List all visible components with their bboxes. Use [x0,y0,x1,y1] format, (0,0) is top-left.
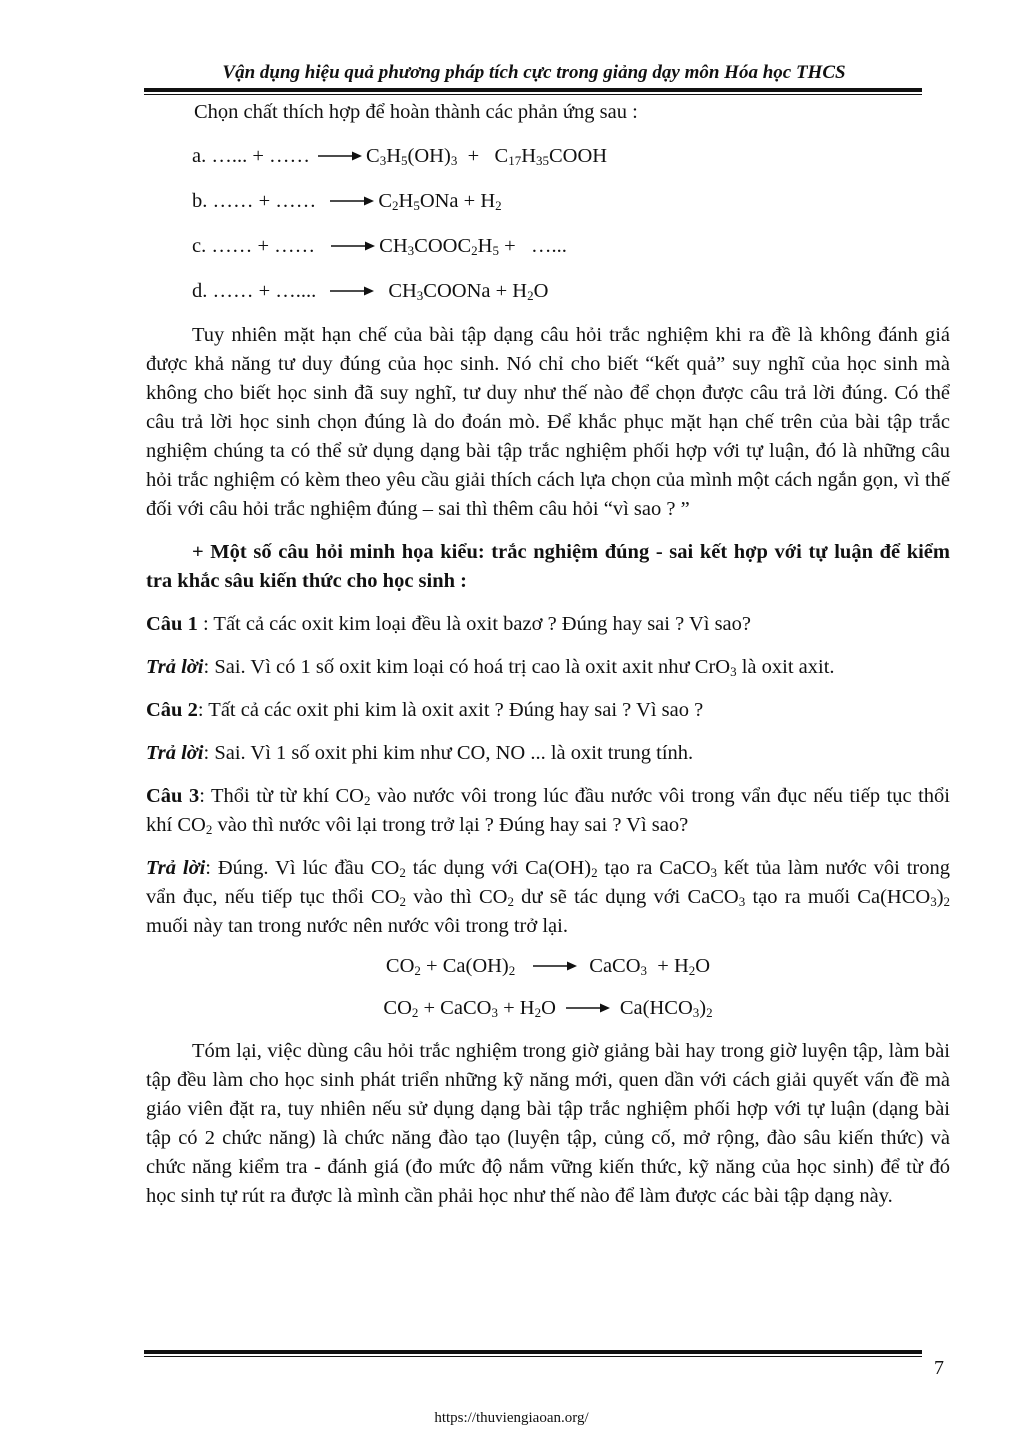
answer-3-label: Trả lời [146,857,206,879]
question-1 [146,610,950,639]
answer-3-part: tạo ra CaCO [597,857,711,879]
answer-3-part: ) [936,886,944,908]
reaction-arrow-icon [533,960,577,972]
question-3-label: Câu 3 [146,785,200,807]
equation-1-rhs: CaCO$_3$ + $H_2O$ [589,954,711,978]
page-header-title: Vận dụng hiệu quả phương pháp tích cực trong giảng dạy môn Hóa học THCS [222,62,846,83]
equation-1-lhs: $CO_2 + Ca(OH)_2$ [385,954,516,978]
reaction-b-reactants: b. …… + …… [192,189,317,212]
answer-3-part: kết tủa làm nước vôi trong vẩn đục, nếu tiếp tục thổi CO [146,857,950,908]
reaction-arrow-icon [330,195,374,207]
answer-1-text: : Sai. Vì có 1 số oxit kim loại có hoá trị cao là oxit axit như CrO [203,656,731,678]
reaction-d-reactants: d. …… + ….... [192,279,317,302]
equation-2-rhs: $Ca(HCO_3)_2$ [619,996,713,1020]
reaction-d [192,276,950,306]
reaction-a [192,141,950,171]
question-2-text: : Tất cả các oxit phi kim là oxit axit ? Đúng hay sai ? Vì sao ? [197,699,704,721]
answer-3: Trả lời: Đúng. Vì lúc đầu $CO_2$ tác dụng với $Ca(OH)_2$ tạo ra CaCO$_3$ kết tủa làm nước vôi trong vẩn đục, nếu tiếp tục thổi $CO_2$ vào thì $CO_2$ dư sẽ tác dụng với CaCO$_3$ tạo ra muối $Ca(HCO_3)_2$ muối này tan trong nước nên nước vôi trong trở lại. [146,857,951,937]
question-1-label: Câu 1 [146,613,198,635]
reaction-arrow-icon [318,150,362,162]
footer-rule-thin [144,1356,922,1357]
reaction-a-products: $C_3H_5(OH)_3$ + $C_{17}H_{35}COOH$ [366,144,608,168]
page-content [146,98,950,1211]
reaction-arrow-icon [566,1002,610,1014]
reaction-arrow-icon [330,285,374,297]
page-number: 7 [934,1357,944,1379]
exercise-intro: Chọn chất thích hợp để hoàn thành các phản ứng sau : [194,101,638,123]
section-heading: + Một số câu hỏi minh họa kiểu: trắc nghiệm đúng - sai kết hợp với tự luận để kiểm tra khắc sâu kiến thức cho học sinh : [146,541,950,592]
question-2 [146,696,950,725]
answer-3-part: muối này tan trong nước nên nước vôi trong trở lại. [146,915,568,937]
question-3-text-c: vào thì nước vôi lại trong trở lại ? Đúng hay sai ? Vì sao? [212,814,689,836]
equation-2-lhs: $CO_2$ + CaCO$_3$ + $H_2O$ [383,996,556,1020]
answer-3-part: tác dụng với Ca(OH) [405,857,592,879]
reaction-arrow-icon [331,240,375,252]
footer-rule-thick [144,1350,922,1354]
header-rule-thin [144,94,922,95]
answer-2-label: Trả lời [146,742,204,764]
answer-1-end: là oxit axit. [736,656,835,678]
question-3: Câu 3: Thổi từ từ khí $CO_2$ vào nước vôi trong lúc đầu nước vôi trong vẩn đục nếu tiếp tục thổi khí $CO_2$ vào thì nước vôi lại trong trở lại ? Đúng hay sai ? Vì sao? [146,785,950,837]
equation-2 [146,993,950,1023]
question-3-text-b: vào nước vôi trong lúc đầu nước vôi trong vẩn đục nếu tiếp tục thổi khí CO [146,785,950,836]
paragraph-limitations: Tuy nhiên mặt hạn chế của bài tập dạng câu hỏi trắc nghiệm khi ra đề là không đánh giá được khả năng tư duy đúng của học sinh. Nó chỉ cho biết “kết quả” suy nghĩ của học sinh mà không cho biết học sinh đã suy nghĩ, tư duy như thế nào để chọn được câu trả lời đúng. Có thể câu trả lời học sinh chọn đúng là do đoán mò. Để khắc phục mặt hạn chế trên của bài tập trắc nghiệm chúng ta có thể sử dụng dạng bài tập trắc nghiệm phối hợp với tự luận, đó là những câu hỏi trắc nghiệm có kèm theo yêu cầu giải thích cách lựa chọn của mình một cách ngắn gọn, vì thế đối với câu hỏi trắc nghiệm đúng – sai thì thêm câu hỏi “vì sao ? ” [146,324,950,520]
answer-1-label: Trả lời [146,656,204,678]
reaction-c-reactants: c. …… + …… [192,234,316,257]
question-2-label: Câu 2 [146,699,198,721]
footer-url: https://thuviengiaoan.org/ [434,1410,589,1426]
answer-3-part: tạo ra muối Ca(HCO [745,886,931,908]
answer-1: Trả lời: Sai. Vì có 1 số oxit kim loại có hoá trị cao là oxit axit như CrO$_3$ là oxit axit. [146,656,835,679]
question-1-text: : Tất cả các oxit kim loại đều là oxit bazơ ? Đúng hay sai ? Vì sao? [197,613,752,635]
reaction-c [192,231,950,261]
reaction-b [192,186,950,216]
paragraph-summary: Tóm lại, việc dùng câu hỏi trắc nghiệm trong giờ giảng bài hay trong giờ luyện tập, làm bài tập đều làm cho học sinh phát triển những kỹ năng mới, quen dần với cách giải quyết vấn đề mà giáo viên đặt ra, tuy nhiên nếu sử dụng dạng bài tập trắc nghiệm phối hợp với tự luận (dạng bài tập có 2 chức năng) là chức năng đào tạo (luyện tập, củng cố, mở rộng, đào sâu kiến thức) và chức năng kiểm tra - đánh giá (đo mức độ nắm vững kiến thức, kỹ năng của học sinh) để từ đó học sinh tự rút ra được là mình cần phải học như thế nào để làm được các bài tập dạng này. [146,1040,950,1207]
answer-2-text: : Sai. Vì 1 số oxit phi kim như CO, NO ... là oxit trung tính. [203,742,694,764]
answer-3-part: : Đúng. Vì lúc đầu CO [205,857,400,879]
reaction-a-reactants: a. …... + …… [192,144,311,167]
header-rule-thick [144,88,922,92]
equation-1 [146,951,950,981]
reaction-b-products: $C_2H_5ONa + H_2$ [378,189,502,213]
reaction-d-products: $CH_3COONa + H_2O$ [388,279,549,303]
question-3-text-a: : Thổi từ từ khí CO [199,785,364,807]
answer-2 [146,739,950,768]
answer-3-part: dư sẽ tác dụng với CaCO [513,886,739,908]
answer-3-part: vào thì CO [406,886,508,908]
reaction-c-products: $CH_3COOC_2H_5$ + …... [379,234,567,258]
